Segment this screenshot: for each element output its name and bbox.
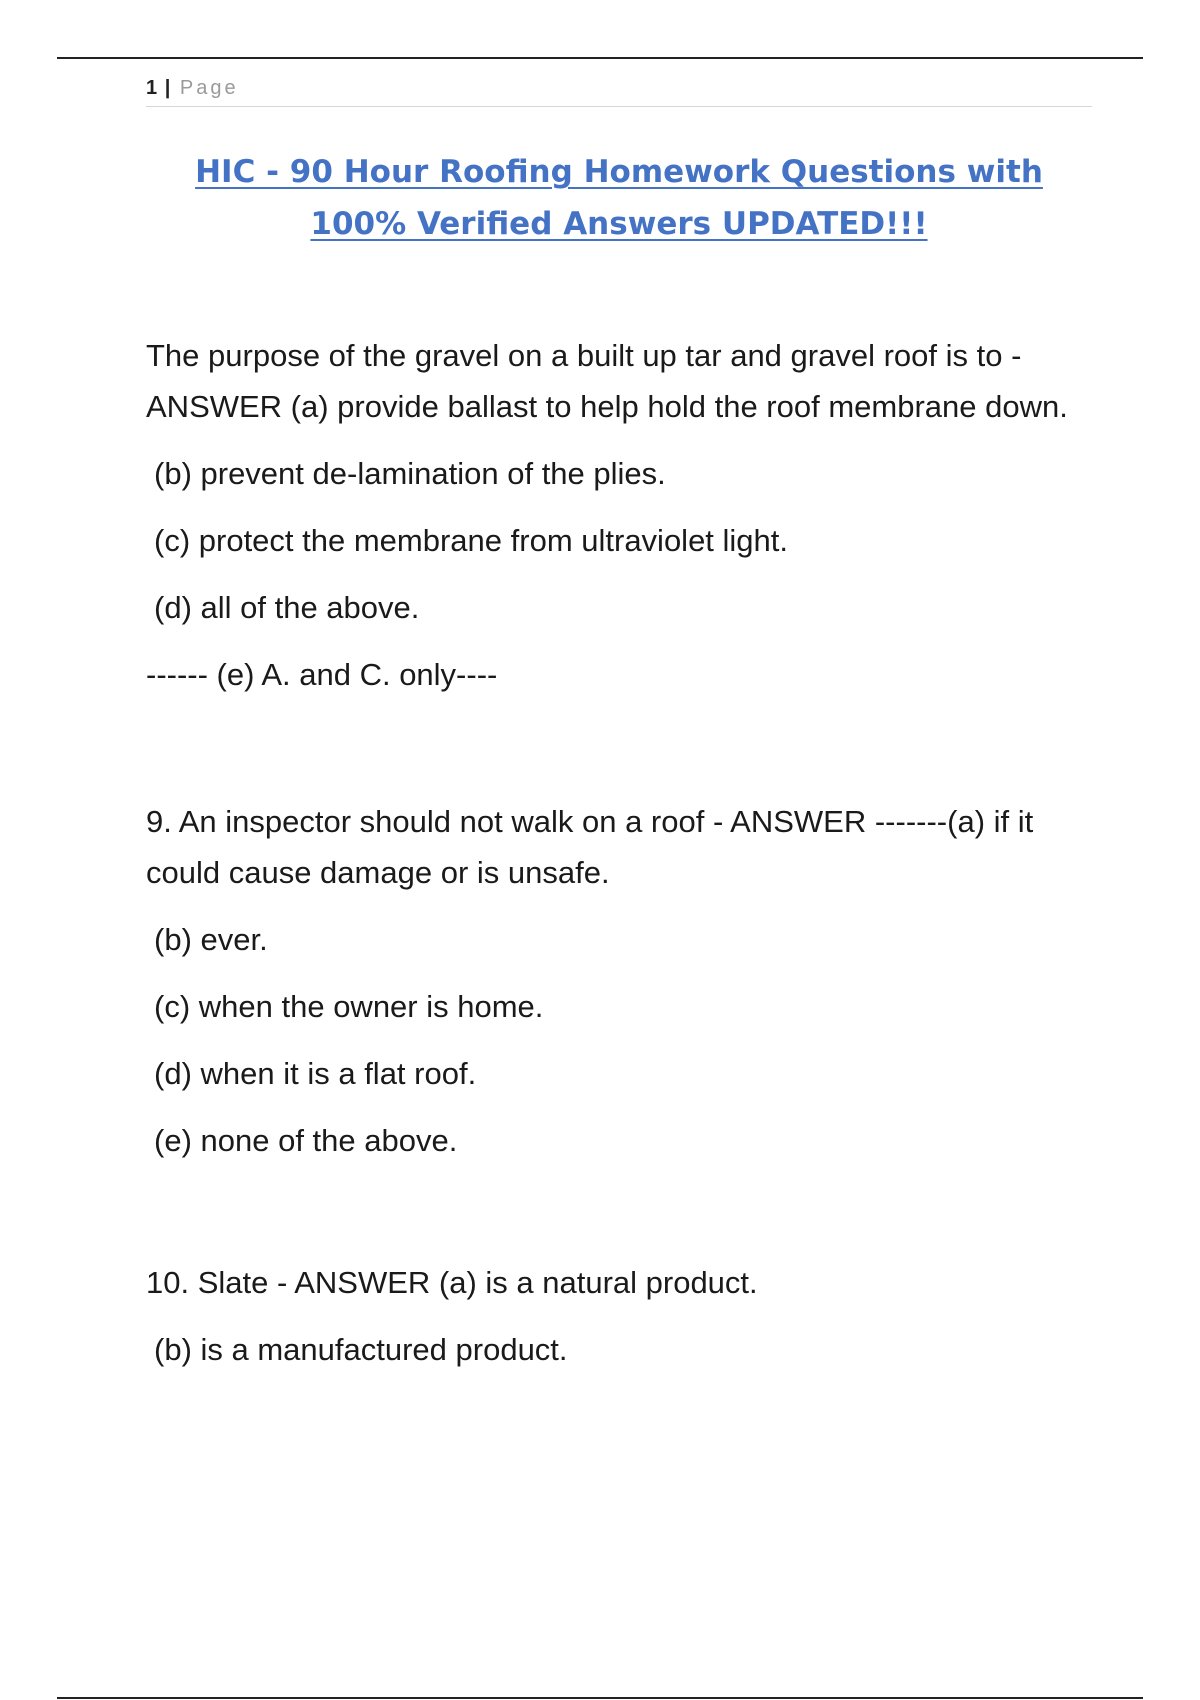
spacer (146, 716, 1096, 796)
document-body (146, 330, 1096, 1391)
question-gravel-purpose (146, 330, 1096, 700)
spacer (146, 1182, 1096, 1257)
bottom-border-rule (57, 1697, 1143, 1699)
answer-option: (b) ever. (154, 922, 268, 957)
page-header (146, 74, 1092, 107)
answer-option: (c) protect the membrane from ultraviolet light. (154, 523, 789, 558)
question-text: 9. An inspector should not walk on a roof - ANSWER -------(a) if it could cause damage or is unsafe. (146, 804, 1034, 890)
answer-option: (d) when it is a flat roof. (154, 1056, 477, 1091)
title-line-1: HIC - 90 Hour Roofing Homework Questions with (195, 154, 1043, 190)
page-separator: | (164, 77, 171, 99)
answer-option: (d) all of the above. (154, 590, 420, 625)
page-label: Page (179, 77, 239, 99)
question-10 (146, 1257, 1096, 1375)
question-text: The purpose of the gravel on a built up tar and gravel roof is to - ANSWER (a) provide ballast to help hold the roof membrane down. (146, 338, 1068, 424)
title-line-2: 100% Verified Answers UPDATED!!! (310, 206, 928, 242)
question-9 (146, 796, 1096, 1166)
question-text: 10. Slate - ANSWER (a) is a natural product. (146, 1265, 758, 1300)
answer-option: (b) prevent de-lamination of the plies. (154, 456, 666, 491)
answer-option: (b) is a manufactured product. (154, 1332, 568, 1367)
page-number: 1 (146, 77, 158, 99)
document-title (146, 146, 1092, 250)
top-border-rule (57, 57, 1143, 59)
answer-option: (e) none of the above. (154, 1123, 458, 1158)
answer-option: (c) when the owner is home. (154, 989, 544, 1024)
answer-option: ------ (e) A. and C. only---- (146, 657, 498, 692)
